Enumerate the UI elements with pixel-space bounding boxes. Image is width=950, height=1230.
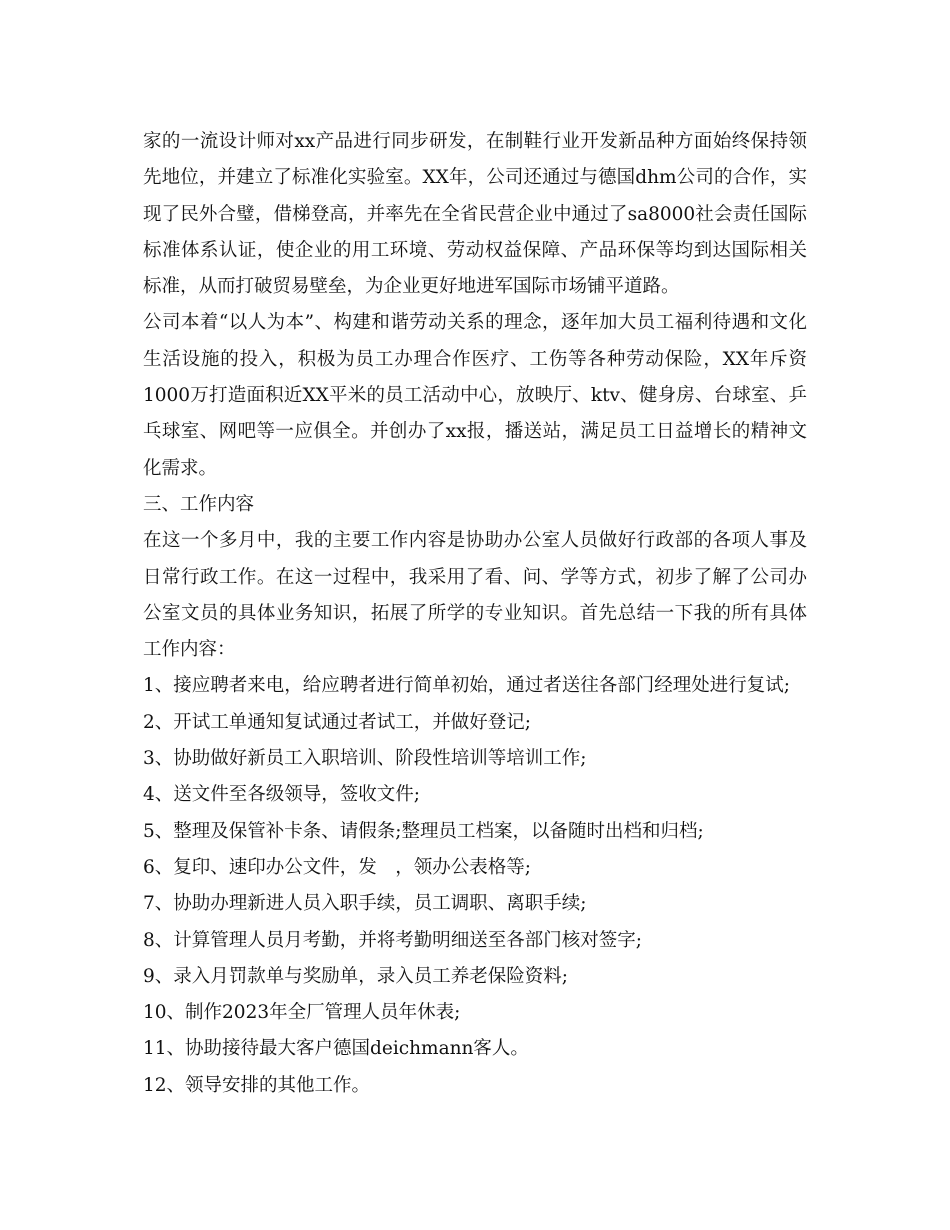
list-item: 10、制作2023年全厂管理人员年休表;: [143, 1002, 461, 1024]
list-item: 5、整理及保管补卡条、请假条;整理员工档案，以备随时出档和归档;: [143, 820, 704, 842]
paragraph-employee-welfare: 公司本着“以人为本”、构建和谐劳动关系的理念，逐年加大员工福利待遇和文化生活设施的投入，积极为员工办理合作医疗、工伤等各种劳动保险，XX年斥资1000万打造面积近XX平米的员工活动中心，放映厅、ktv、健身房、台球室、乒乓球室、网吧等一应俱全。并创办了xx报，播送站，满足员工日益增长的精神文化需求。: [143, 312, 807, 479]
paragraph-work-intro: 在这一个多月中，我的主要工作内容是协助办公室人员做好行政部的各项人事及日常行政工作。在这一过程中，我采用了看、问、学等方式，初步了解了公司办公室文员的具体业务知识，拓展了所学的专业知识。首先总结一下我的所有具体工作内容：: [143, 530, 807, 661]
list-item: 8、计算管理人员月考勤，并将考勤明细送至各部门核对签字;: [143, 929, 643, 951]
list-item: 11、协助接待最大客户德国deichmann客人。: [143, 1038, 529, 1060]
paragraph-company-rd: 家的一流设计师对xx产品进行同步研发，在制鞋行业开发新品种方面始终保持领先地位，并建立了标准化实验室。XX年，公司还通过与德国dhm公司的合作，实现了民外合璧，借梯登高，并率先在全省民营企业中通过了sa8000社会责任国际标准体系认证，使企业的用工环境、劳动权益保障、产品环保等均到达国际相关标准，从而打破贸易壁垒，为企业更好地进军国际市场铺平道路。: [143, 131, 807, 298]
list-item: 7、协助办理新进人员入职手续，员工调职、离职手续;: [143, 893, 587, 915]
list-item: 12、领导安排的其他工作。: [143, 1074, 371, 1096]
list-item: 6、复印、速印办公文件，发 ，领办公表格等;: [143, 856, 532, 878]
list-item: 2、开试工单通知复试通过者试工，并做好登记;: [143, 711, 532, 733]
list-item: 3、协助做好新员工入职培训、阶段性培训等培训工作;: [143, 748, 587, 770]
document-body: [143, 124, 807, 1104]
list-item: 4、送文件至各级领导，签收文件;: [143, 784, 421, 806]
list-item: 9、录入月罚款单与奖励单，录入员工养老保险资料;: [143, 965, 569, 987]
list-item: 1、接应聘者来电，给应聘者进行简单初始，通过者送往各部门经理处进行复试;: [143, 675, 791, 697]
section-heading: 三、工作内容: [143, 493, 255, 515]
